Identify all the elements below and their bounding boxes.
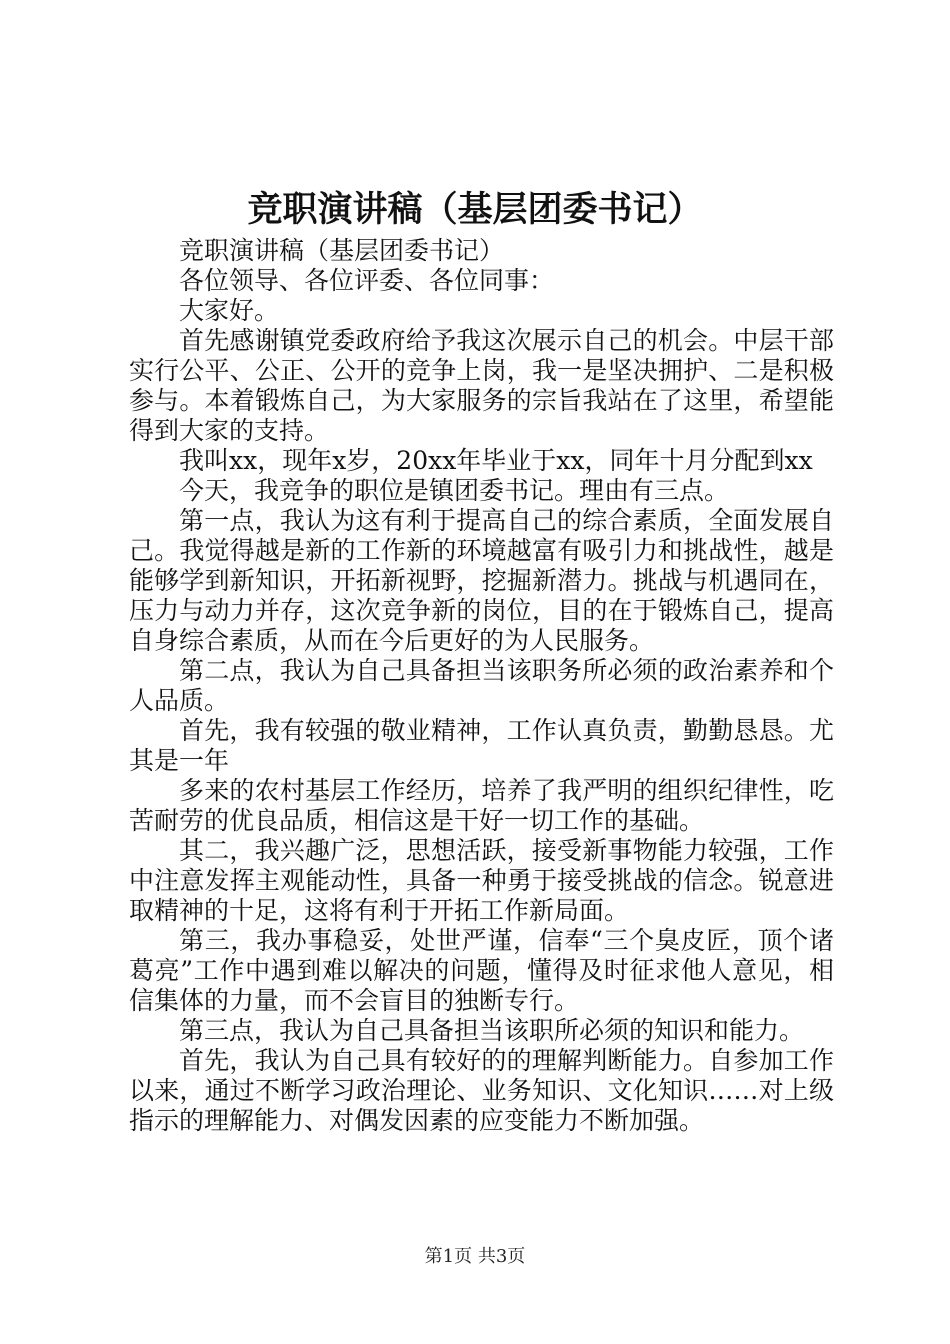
paragraph: 第三，我办事稳妥，处世严谨，信奉“三个臭皮匠，顶个诸葛亮”工作中遇到难以解决的问题，懂得及时征求他人意见，相信集体的力量，而不会盲目的独断专行。 — [129, 926, 834, 1015]
paragraph: 各位领导、各位评委、各位同事： — [179, 266, 555, 295]
paragraph: 大家好。 — [179, 296, 280, 325]
paragraph: 其二，我兴趣广泛，思想活跃，接受新事物能力较强，工作中注意发挥主观能动性，具备一种勇于接受挑战的信念。锐意进取精神的十足，这将有利于开拓工作新局面。 — [129, 836, 834, 925]
paragraph: 第三点，我认为自己具备担当该职所必须的知识和能力。 — [179, 1016, 805, 1045]
page-footer: 第1页 共3页 — [424, 1246, 526, 1267]
paragraph: 多来的农村基层工作经历，培养了我严明的组织纪律性，吃苦耐劳的优良品质，相信这是干好一切工作的基础。 — [129, 776, 834, 835]
document-title: 竞职演讲稿（基层团委书记） — [247, 189, 703, 230]
paragraph: 我叫xx，现年x岁，20xx年毕业于xx，同年十月分配到xx — [179, 446, 813, 475]
document-body — [129, 236, 834, 1136]
paragraph: 首先，我有较强的敬业精神，工作认真负责，勤勤恳恳。尤其是一年 — [129, 716, 834, 775]
paragraph: 今天，我竞争的职位是镇团委书记。理由有三点。 — [179, 476, 730, 505]
paragraph: 竞职演讲稿（基层团委书记） — [179, 236, 505, 265]
paragraph: 首先，我认为自己具有较好的的理解判断能力。自参加工作以来，通过不断学习政治理论、业务知识、文化知识……对上级指示的理解能力、对偶发因素的应变能力不断加强。 — [129, 1046, 834, 1135]
paragraph: 第一点，我认为这有利于提高自己的综合素质，全面发展自己。我觉得越是新的工作新的环境越富有吸引力和挑战性，越是能够学到新知识，开拓新视野，挖掘新潜力。挑战与机遇同在，压力与动力并存，这次竞争新的岗位，目的在于锻炼自己，提高自身综合素质，从而在今后更好的为人民服务。 — [129, 506, 834, 655]
paragraph: 首先感谢镇党委政府给予我这次展示自己的机会。中层干部实行公平、公正、公开的竞争上岗，我一是坚决拥护、二是积极参与。本着锻炼自己，为大家服务的宗旨我站在了这里，希望能得到大家的支持。 — [129, 326, 834, 445]
paragraph: 第二点，我认为自己具备担当该职务所必须的政治素养和个人品质。 — [129, 656, 834, 715]
